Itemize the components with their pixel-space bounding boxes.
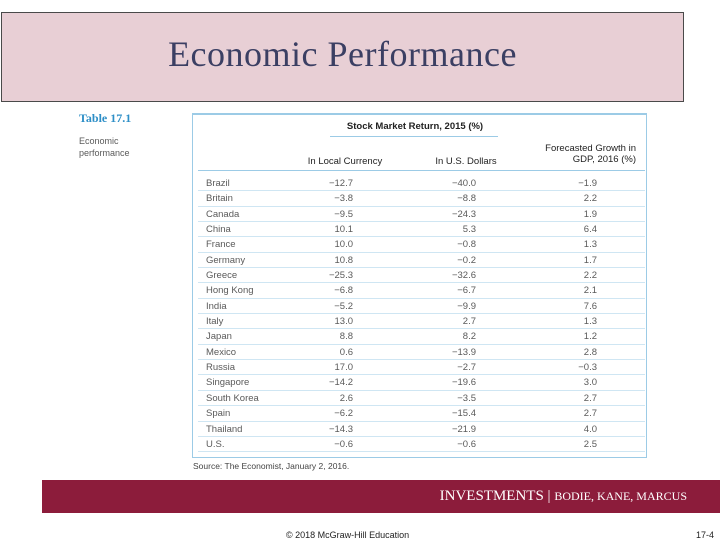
cell-usd-return: −9.9 (457, 300, 476, 312)
slide-title: Economic Performance (168, 34, 517, 74)
cell-country: Italy (206, 316, 224, 328)
footer-book-title: INVESTMENTS (439, 488, 544, 504)
source-note: Source: The Economist, January 2, 2016. (193, 461, 350, 471)
cell-country: India (206, 300, 227, 312)
cell-local-return: −14.2 (328, 377, 353, 389)
cell-gdp-growth: 1.3 (583, 316, 597, 328)
cell-usd-return: −15.4 (451, 408, 476, 420)
cell-usd-return: −40.0 (451, 178, 476, 189)
cell-usd-return: −6.7 (457, 285, 476, 297)
table-row (198, 283, 645, 298)
cell-country: Spain (206, 408, 231, 420)
cell-usd-return: −24.3 (451, 208, 476, 220)
cell-local-return: 8.8 (339, 331, 353, 343)
cell-usd-return: −3.5 (457, 392, 476, 404)
cell-gdp-growth: 2.7 (583, 408, 597, 420)
table-row (198, 391, 645, 406)
header-divider (198, 170, 645, 171)
cell-country: Germany (206, 254, 246, 266)
table-row (198, 375, 645, 390)
cell-usd-return: −21.9 (451, 423, 476, 435)
cell-local-return: 2.6 (339, 392, 353, 404)
cell-usd-return: −0.2 (457, 254, 476, 266)
cell-local-return: 17.0 (334, 362, 353, 374)
column-header-gdp-growth: Forecasted Growth in GDP, 2016 (%) (545, 143, 636, 165)
cell-gdp-growth: 2.5 (583, 438, 597, 450)
footer-separator: | (547, 488, 551, 504)
table-row (198, 345, 645, 360)
cell-gdp-growth: 4.0 (583, 423, 597, 435)
cell-local-return: −6.8 (334, 285, 353, 297)
cell-gdp-growth: 2.8 (583, 346, 597, 358)
table-number-label: Table 17.1 (79, 111, 132, 125)
table-row (198, 268, 645, 283)
cell-local-return: 10.1 (334, 224, 353, 236)
cell-local-return: 13.0 (334, 316, 353, 328)
cell-local-return: 10.8 (334, 254, 353, 266)
table-row (198, 191, 645, 206)
cell-gdp-growth: 1.9 (583, 208, 597, 220)
table-row (198, 253, 645, 268)
cell-country: Singapore (206, 377, 250, 389)
cell-usd-return: 2.7 (462, 316, 476, 328)
cell-local-return: −12.7 (328, 178, 353, 189)
cell-country: Thailand (206, 423, 243, 435)
table-row (198, 406, 645, 421)
cell-country: U.S. (206, 438, 225, 450)
table-row (198, 237, 645, 252)
cell-local-return: −9.5 (334, 208, 353, 220)
cell-usd-return: −8.8 (457, 193, 476, 205)
cell-local-return: −6.2 (334, 408, 353, 420)
cell-gdp-growth: −0.3 (578, 362, 597, 374)
table-row (198, 360, 645, 375)
cell-country: Japan (206, 331, 232, 343)
cell-gdp-growth: 6.4 (583, 224, 597, 236)
cell-gdp-growth: 2.2 (583, 193, 597, 205)
title-banner (1, 12, 684, 102)
cell-country: Canada (206, 208, 240, 220)
cell-country: Brazil (206, 178, 230, 189)
column-group-divider (330, 136, 498, 137)
column-header-local-currency: In Local Currency (307, 156, 383, 167)
cell-gdp-growth: 1.3 (583, 239, 597, 251)
cell-gdp-growth: 2.2 (583, 270, 597, 282)
cell-gdp-growth: 2.1 (583, 285, 597, 297)
cell-gdp-growth: 2.7 (583, 392, 597, 404)
cell-local-return: −14.3 (328, 423, 353, 435)
table-row (198, 299, 645, 314)
footer-bar (42, 480, 720, 513)
cell-local-return: −3.8 (334, 193, 353, 205)
copyright-notice: © 2018 McGraw-Hill Education (286, 530, 410, 540)
column-header-us-dollars: In U.S. Dollars (435, 156, 497, 167)
table-row (198, 422, 645, 437)
cell-gdp-growth: 1.7 (583, 254, 597, 266)
cell-local-return: 0.6 (339, 346, 353, 358)
cell-gdp-growth: −1.9 (578, 178, 597, 189)
cell-usd-return: −0.8 (457, 239, 476, 251)
table-body (198, 176, 645, 452)
cell-country: Mexico (206, 346, 237, 358)
column-group-header: Stock Market Return, 2015 (%) (346, 121, 484, 132)
cell-country: Britain (206, 193, 233, 205)
table-row (198, 314, 645, 329)
cell-country: Greece (206, 270, 238, 282)
cell-usd-return: 5.3 (462, 224, 476, 236)
page-number: 17-4 (695, 530, 714, 540)
cell-local-return: −25.3 (328, 270, 353, 282)
cell-country: China (206, 224, 231, 236)
table-row (198, 176, 645, 191)
footer-authors: BODIE, KANE, MARCUS (554, 489, 687, 503)
cell-country: Russia (206, 362, 236, 374)
table-row (198, 329, 645, 344)
cell-usd-return: 8.2 (462, 331, 476, 343)
cell-gdp-growth: 3.0 (583, 377, 597, 389)
cell-local-return: −0.6 (334, 438, 353, 450)
cell-country: Hong Kong (206, 285, 254, 297)
footer-brand (440, 488, 687, 505)
cell-gdp-growth: 7.6 (583, 300, 597, 312)
table-row (198, 207, 645, 222)
table-row (198, 222, 645, 237)
cell-gdp-growth: 1.2 (583, 331, 597, 343)
cell-country: France (206, 239, 236, 251)
cell-usd-return: −2.7 (457, 362, 476, 374)
cell-usd-return: −13.9 (451, 346, 476, 358)
table-row (198, 437, 645, 452)
cell-usd-return: −0.6 (457, 438, 476, 450)
cell-country: South Korea (206, 392, 259, 404)
cell-local-return: −5.2 (334, 300, 353, 312)
cell-usd-return: −19.6 (451, 377, 476, 389)
table-caption: Economic performance (79, 136, 130, 158)
cell-usd-return: −32.6 (451, 270, 476, 282)
cell-local-return: 10.0 (334, 239, 353, 251)
